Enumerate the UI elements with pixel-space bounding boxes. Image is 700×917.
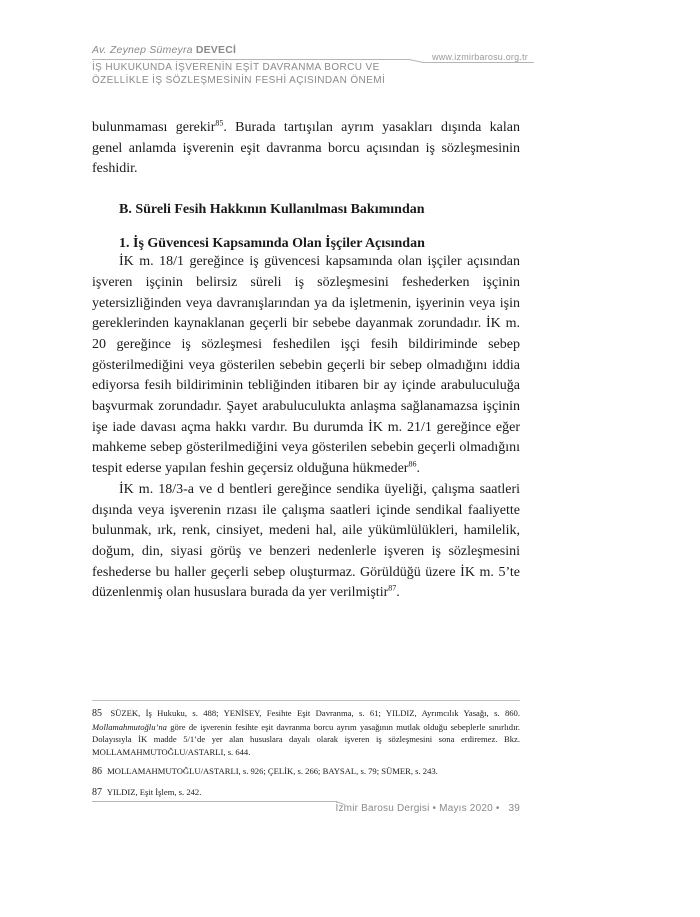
footnote-ref-85[interactable]: 85	[215, 118, 224, 128]
footnote-italic: Mollamahmutoğlu’na	[92, 721, 167, 732]
page-footer: İzmir Barosu Dergisi • Mayıs 2020 • 39	[335, 803, 520, 814]
author-name: Av. Zeynep Sümeyra	[92, 44, 193, 56]
footnote-ref-87[interactable]: 87	[388, 583, 397, 593]
paragraph-3	[92, 480, 520, 604]
paragraph-3-text: İK m. 18/3-a ve d bentleri gereğince sendika üyeliği, çalışma saatleri dışında veya işverenin rızası ile çalışma saatleri içinde sendikal faaliyette bulunmak, ırk, renk, cinsiyet, medeni hal, aile yükümlülükleri, hamilelik, doğum, din, siyasi görüş ve benzeri nedenlerle işveren iş sözleşmesini feshederse bu haller geçerli sebep oluşturmaz. Görüldüğü üzere İK m. 5’te düzenlenmiş olan hususlara burada da yer verilmiştir	[92, 481, 520, 601]
footnote-divider	[92, 700, 520, 701]
paragraph-2-end: .	[416, 461, 420, 477]
footnote-text: MOLLAMAHMUTOĞLU/ASTARLI, s. 926; ÇELİK, s. 266; BAYSAL, s. 79; SÜMER, s. 243.	[107, 766, 438, 776]
footnote-text: YILDIZ, Eşit İşlem, s. 242.	[106, 786, 202, 797]
footnote-85	[92, 707, 520, 758]
header-rule	[92, 59, 410, 60]
footnote-text: göre de işverenin fesihte eşit davranma borcu ayrım yasağının mutlak olduğu sebeplerle sınırlıdır. Dolayısıyla İK madde 5/1’de yer alan hususlara dayalı olarak işveren iş sözleşmesini sona erdiremez. Bkz. MOLLAMAHMUTOĞLU/ASTARLI, s. 644.	[92, 721, 520, 757]
footnotes	[92, 707, 520, 806]
header-rule-right	[422, 62, 534, 63]
footnote-text: SÜZEK, İş Hukuku, s. 488; YENİSEY, Fesihte Eşit Davranma, s. 61; YILDIZ, Ayrımcılık Yasağı, s. 860.	[110, 708, 520, 718]
paragraph-2	[92, 252, 520, 480]
article-title-line1: İŞ HUKUKUNDA İŞVERENİN EŞİT DAVRANMA BORCU VE	[92, 62, 380, 73]
paragraph-2-text: İK m. 18/1 gereğince iş güvencesi kapsamında olan işçiler açısından işveren işçinin belirsiz süreli iş sözleşmesini feshederken işçinin yetersizliğinden veya davranışlarından ya da işletmenin, işyerinin veya işin gereklerinden kaynaklanan geçerli bir sebebe dayanmak zorundadır. İK m. 20 gereğince iş sözleşmesi feshedilen işçi fesih bildiriminde sebep gösterilmediğini veya gösterilen sebebin geçerli bir sebep olmadığını iddia ediyorsa fesih bildiriminin tebliğinden itibaren bir ay içinde arabuluculuğa başvurmak zorundadır. Şayet arabuluculukta anlaşma sağlanamazsa işçinin işe iade davası açma hakkı vardır. Bu durumda İK m. 21/1 gereğince eğer mahkeme sebep gösterilmediğini veya gösterilen sebebin geçerli olmadığını tespit ederse yapılan feshin geçersiz olduğuna hükmeder	[92, 254, 520, 477]
author-surname: DEVECİ	[195, 44, 237, 56]
article-title	[92, 62, 532, 87]
main-text	[92, 118, 520, 604]
section-heading-b: B. Süreli Fesih Hakkının Kullanılması Bakımından	[119, 202, 425, 218]
paragraph-3-end: .	[396, 585, 400, 601]
footnote-number: 87	[92, 786, 102, 798]
footnote-number: 86	[92, 766, 102, 777]
subsection-heading-1: 1. İş Güvencesi Kapsamında Olan İşçiler Açısından	[119, 236, 425, 252]
article-title-line2: ÖZELLİKLE İŞ SÖZLEŞMESİNİN FESHİ AÇISINDAN ÖNEMİ	[92, 74, 386, 86]
website-link[interactable]: www.izmirbarosu.org.tr	[432, 52, 528, 62]
footnote-86	[92, 765, 520, 779]
footnote-87	[92, 786, 520, 800]
footnote-number: 85	[92, 708, 102, 719]
paragraph-1	[92, 118, 520, 180]
paragraph-1-text: bulunmaması gerekir	[92, 120, 216, 135]
footer-rule	[92, 801, 337, 802]
running-header	[92, 44, 532, 87]
footnote-ref-86[interactable]: 86	[408, 459, 417, 469]
paragraph-1-rest: . Burada tartışılan ayrım yasakları dışında kalan genel anlamda işverenin eşit davranma borcu açısından iş sözleşmesinin feshidir.	[92, 120, 521, 177]
